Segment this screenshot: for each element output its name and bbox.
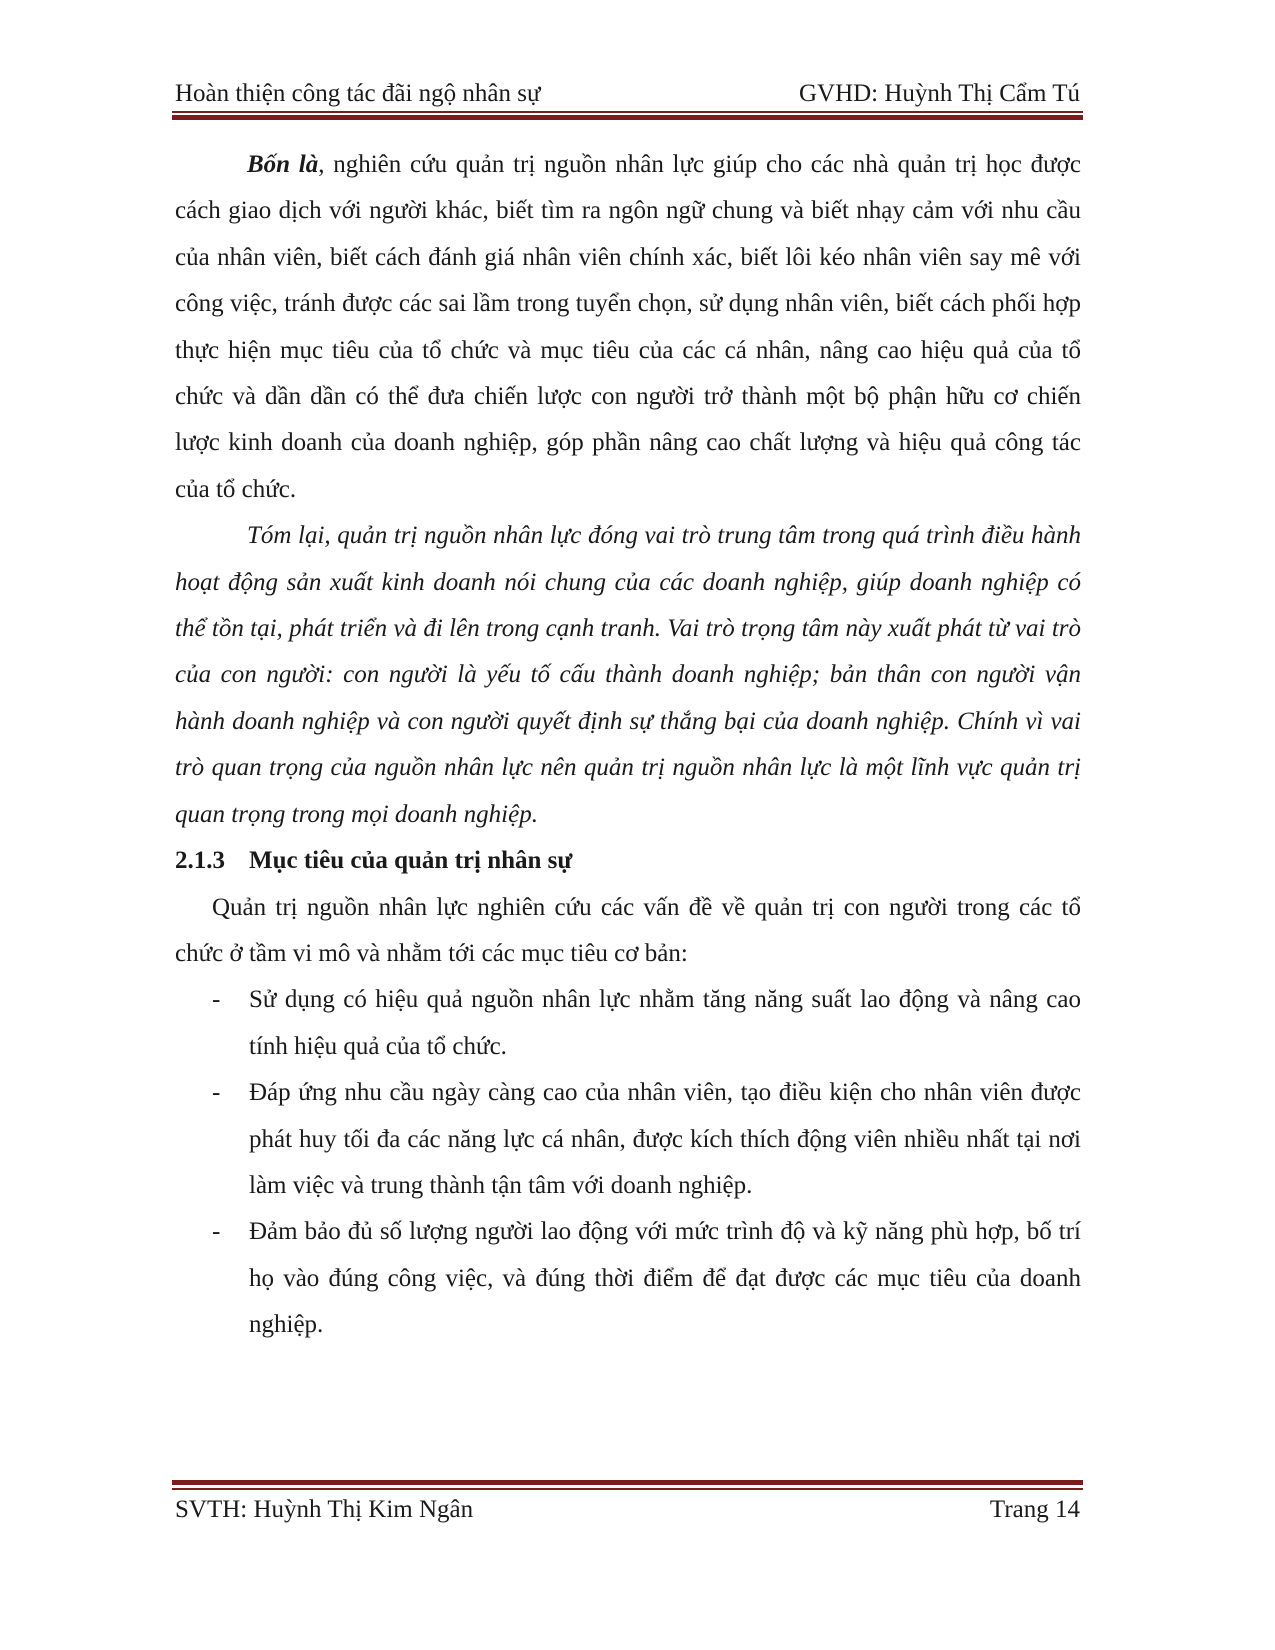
paragraph-lead: Bốn là [247, 151, 319, 178]
section-heading [175, 838, 1081, 884]
header-rule-thick [172, 115, 1083, 120]
paragraph-bon-la [175, 142, 1081, 513]
list-item [175, 977, 1081, 1070]
footer-rule-thick [172, 1480, 1083, 1485]
paragraph-text: , nghiên cứu quản trị nguồn nhân lực giúp cho các nhà quản trị học được cách giao dịch với người khác, biết tìm ra ngôn ngữ chung và biết nhạy cảm với nhu cầu của nhân viên, biết cách đánh giá nhân viên chính xác, biết lôi kéo nhân viên say mê với công việc, tránh được các sai lầm trong tuyển chọn, sử dụng nhân viên, biết cách phối hợp thực hiện mục tiêu của tổ chức và mục tiêu của các cá nhân, nâng cao hiệu quả của tổ chức và dần dần có thể đưa chiến lược con người trở thành một bộ phận hữu cơ chiến lược kinh doanh của doanh nghiệp, góp phần nâng cao chất lượng và hiệu quả công tác của tổ chức. [175, 151, 1081, 503]
section-number: 2.1.3 [175, 847, 225, 875]
list-item-text: Đảm bảo đủ số lượng người lao động với mức trình độ và kỹ năng phù hợp, bố trí họ vào đúng công việc, và đúng thời điểm để đạt được các mục tiêu của doanh nghiệp. [249, 1218, 1081, 1339]
bullet-marker: - [212, 1079, 221, 1107]
bullet-marker: - [212, 986, 221, 1014]
bullet-marker: - [212, 1218, 221, 1246]
header-title: Hoàn thiện công tác đãi ngộ nhân sự [175, 80, 541, 107]
section-title: Mục tiêu của quản trị nhân sự [249, 847, 573, 875]
footer-author: SVTH: Huỳnh Thị Kim Ngân [175, 1496, 474, 1523]
section-intro: Quản trị nguồn nhân lực nghiên cứu các vấn đề về quản trị con người trong các tổ chức ở tầm vi mô và nhằm tới các mục tiêu cơ bản: [175, 893, 1081, 967]
list-item-text: Đáp ứng nhu cầu ngày càng cao của nhân viên, tạo điều kiện cho nhân viên được phát huy tối đa các năng lực cá nhân, được kích thích động viên nhiều nhất tại nơi làm việc và trung thành tận tâm với doanh nghiệp. [249, 1079, 1081, 1199]
header-rule-thin [172, 111, 1083, 113]
paragraph-tom-lai: Tóm lại, quản trị nguồn nhân lực đóng vai trò trung tâm trong quá trình điều hành hoạt động sản xuất kinh doanh nói chung của các doanh nghiệp, giúp doanh nghiệp có thể tồn tại, phát triển và đi lên trong cạnh tranh. Vai trò trọng tâm này xuất phát từ vai trò của con người: con người là yếu tố cấu thành doanh nghiệp; bản thân con người vận hành doanh nghiệp và con người quyết định sự thắng bại của doanh nghiệp. Chính vì vai trò quan trọng của nguồn nhân lực nên quản trị nguồn nhân lực là một lĩnh vực quản trị quan trọng trong mọi doanh nghiệp. [175, 522, 1081, 828]
list-item [175, 1070, 1081, 1209]
list-item [175, 1209, 1081, 1348]
document-body [175, 142, 1081, 1349]
header-advisor: GVHD: Huỳnh Thị Cẩm Tú [798, 80, 1080, 107]
page-header [175, 78, 1080, 110]
list-item-text: Sử dụng có hiệu quả nguồn nhân lực nhằm tăng năng suất lao động và nâng cao tính hiệu quả của tổ chức. [249, 986, 1081, 1060]
page-footer [175, 1494, 1080, 1526]
footer-rule-thin [172, 1488, 1083, 1490]
page-number: Trang 14 [989, 1496, 1080, 1523]
